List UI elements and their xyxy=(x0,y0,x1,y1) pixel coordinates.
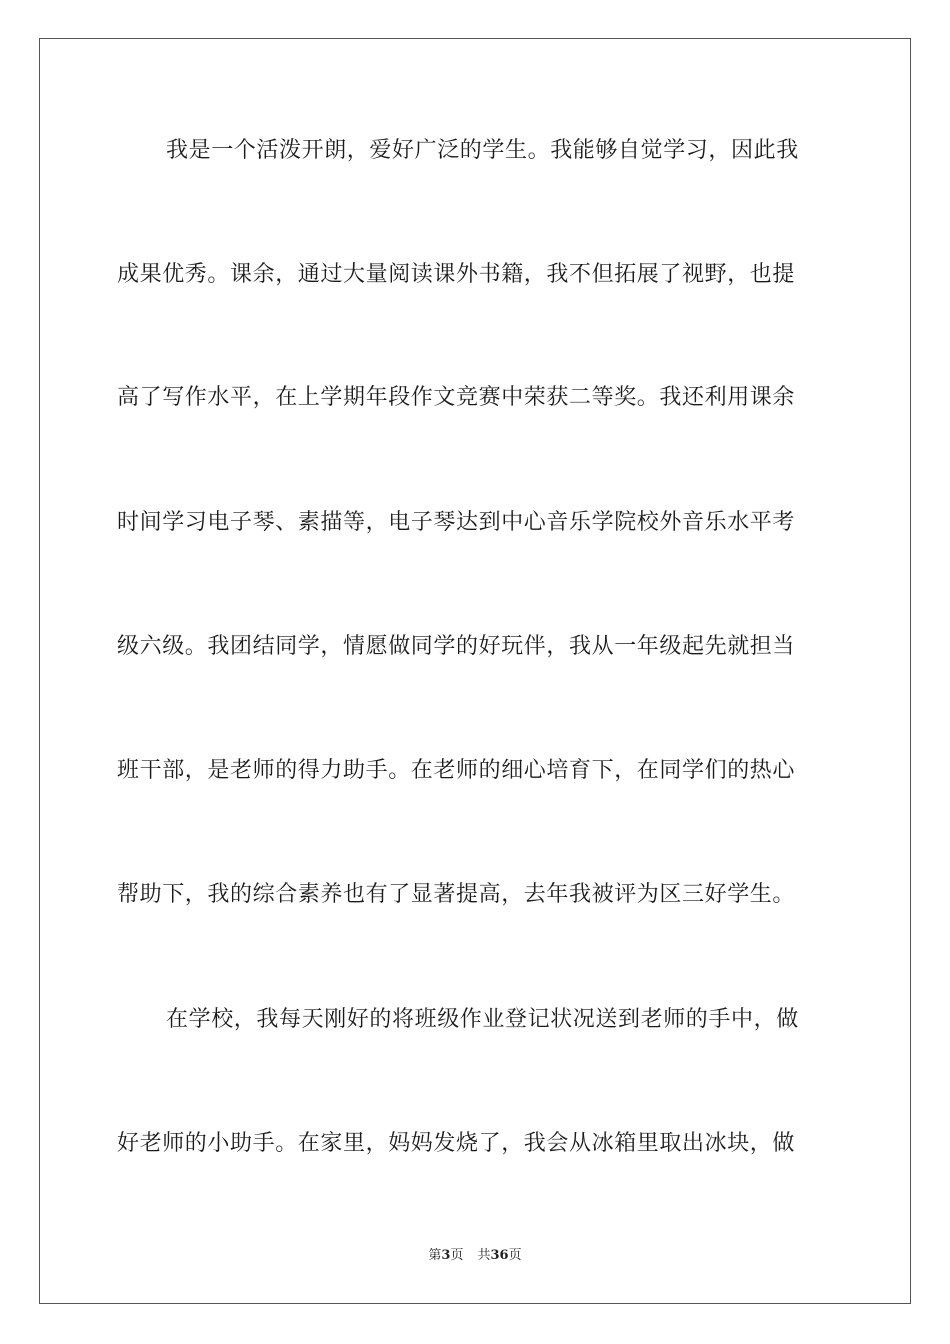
paragraph-1-line-3: 高了写作水平，在上学期年段作文竞赛中荣获二等奖。我还利用课余 xyxy=(117,385,796,410)
page-prefix: 第 xyxy=(428,1248,442,1263)
page-footer xyxy=(0,1247,950,1265)
paragraph-1-line-2: 成果优秀。课余，通过大量阅读课外书籍，我不但拓展了视野，也提 xyxy=(117,262,796,287)
total-prefix: 共 xyxy=(477,1248,491,1263)
page-number: 3 xyxy=(441,1248,451,1263)
paragraph-1-line-6: 班干部，是老师的得力助手。在老师的细心培育下，在同学们的热心 xyxy=(117,758,796,783)
total-suffix: 页 xyxy=(508,1248,522,1263)
page-border xyxy=(39,38,911,1304)
page-suffix: 页 xyxy=(450,1248,464,1263)
total-pages: 36 xyxy=(490,1248,509,1263)
paragraph-2-line-1: 在学校，我每天刚好的将班级作业登记状况送到老师的手中，做 xyxy=(166,1007,799,1032)
paragraph-1-line-7: 帮助下，我的综合素养也有了显著提高，去年我被评为区三好学生。 xyxy=(117,882,796,907)
paragraph-2-line-2: 好老师的小助手。在家里，妈妈发烧了，我会从冰箱里取出冰块，做 xyxy=(117,1131,796,1156)
paragraph-1-line-4: 时间学习电子琴、素描等，电子琴达到中心音乐学院校外音乐水平考 xyxy=(117,510,796,535)
paragraph-1-line-5: 级六级。我团结同学，情愿做同学的好玩伴，我从一年级起先就担当 xyxy=(117,634,796,659)
paragraph-1-line-1: 我是一个活泼开朗，爱好广泛的学生。我能够自觉学习，因此我 xyxy=(166,138,799,163)
